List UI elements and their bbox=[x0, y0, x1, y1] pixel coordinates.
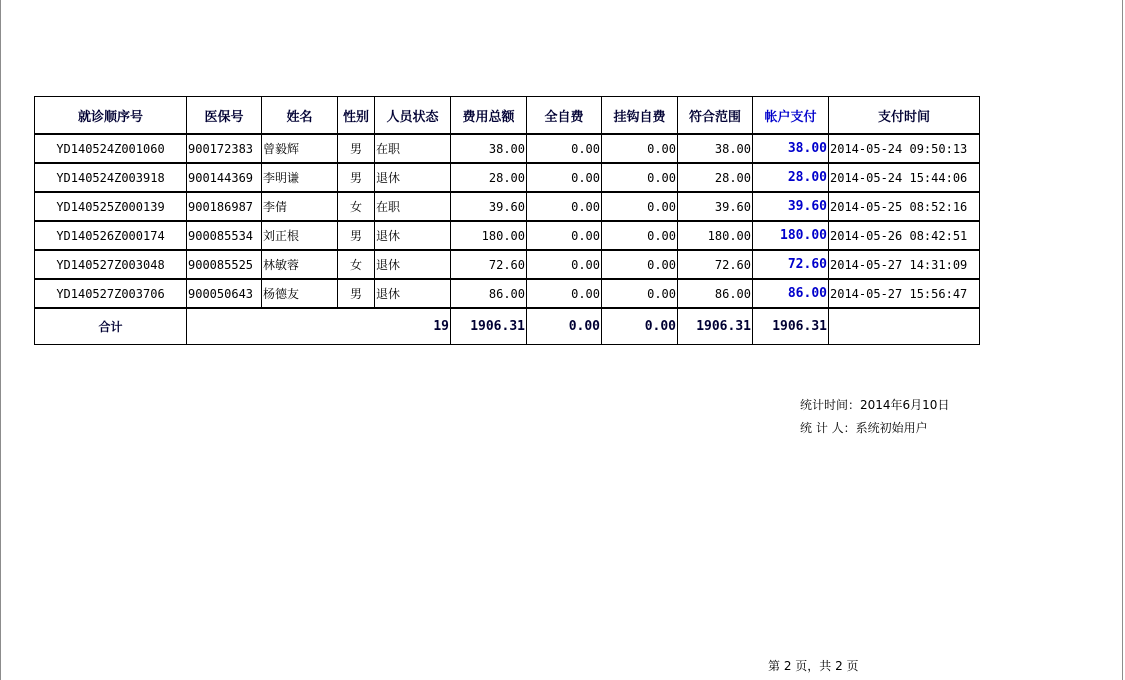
page-number: 第 2 页，共 2 页 bbox=[768, 659, 859, 673]
cell-total-fee: 28.00 bbox=[451, 163, 527, 192]
cell-pay-time: 2014-05-27 14:31:09 bbox=[829, 250, 980, 279]
cell-self-pay: 0.00 bbox=[527, 192, 602, 221]
cell-seq: YD140527Z003048 bbox=[35, 250, 187, 279]
cell-pay-time: 2014-05-24 09:50:13 bbox=[829, 134, 980, 163]
cell-in-scope: 180.00 bbox=[678, 221, 753, 250]
cell-name: 刘正根 bbox=[262, 221, 338, 250]
cell-gender: 男 bbox=[338, 221, 375, 250]
cell-in-scope: 28.00 bbox=[678, 163, 753, 192]
cell-status: 在职 bbox=[375, 134, 451, 163]
cell-name: 林敏蓉 bbox=[262, 250, 338, 279]
cell-linked-self: 0.00 bbox=[602, 250, 678, 279]
cell-seq: YD140525Z000139 bbox=[35, 192, 187, 221]
table-row bbox=[35, 221, 980, 250]
header-status: 人员状态 bbox=[375, 97, 451, 135]
header-in-scope: 符合范围 bbox=[678, 97, 753, 135]
payment-table bbox=[34, 96, 980, 345]
cell-name: 杨德友 bbox=[262, 279, 338, 308]
table-row bbox=[35, 192, 980, 221]
totals-account-pay: 1906.31 bbox=[753, 308, 829, 345]
cell-status: 退休 bbox=[375, 250, 451, 279]
totals-label: 合计 bbox=[35, 308, 187, 345]
table-row bbox=[35, 279, 980, 308]
totals-count: 19 bbox=[187, 308, 451, 345]
cell-account-pay: 39.60 bbox=[753, 192, 829, 221]
header-name: 姓名 bbox=[262, 97, 338, 135]
cell-insurance-no: 900085525 bbox=[187, 250, 262, 279]
stat-time: 统计时间：2014年6月10日 bbox=[800, 398, 950, 412]
cell-insurance-no: 900085534 bbox=[187, 221, 262, 250]
cell-total-fee: 39.60 bbox=[451, 192, 527, 221]
totals-linked-self: 0.00 bbox=[602, 308, 678, 345]
cell-seq: YD140526Z000174 bbox=[35, 221, 187, 250]
cell-gender: 男 bbox=[338, 163, 375, 192]
cell-insurance-no: 900144369 bbox=[187, 163, 262, 192]
cell-insurance-no: 900050643 bbox=[187, 279, 262, 308]
cell-seq: YD140524Z003918 bbox=[35, 163, 187, 192]
cell-in-scope: 39.60 bbox=[678, 192, 753, 221]
table-row bbox=[35, 134, 980, 163]
totals-total-fee: 1906.31 bbox=[451, 308, 527, 345]
cell-total-fee: 38.00 bbox=[451, 134, 527, 163]
cell-linked-self: 0.00 bbox=[602, 221, 678, 250]
header-insurance-no: 医保号 bbox=[187, 97, 262, 135]
cell-pay-time: 2014-05-25 08:52:16 bbox=[829, 192, 980, 221]
cell-seq: YD140527Z003706 bbox=[35, 279, 187, 308]
totals-in-scope: 1906.31 bbox=[678, 308, 753, 345]
cell-pay-time: 2014-05-27 15:56:47 bbox=[829, 279, 980, 308]
cell-status: 退休 bbox=[375, 279, 451, 308]
table-row bbox=[35, 250, 980, 279]
cell-linked-self: 0.00 bbox=[602, 279, 678, 308]
cell-account-pay: 38.00 bbox=[753, 134, 829, 163]
cell-pay-time: 2014-05-26 08:42:51 bbox=[829, 221, 980, 250]
cell-account-pay: 86.00 bbox=[753, 279, 829, 308]
table-row bbox=[35, 163, 980, 192]
header-self-pay: 全自费 bbox=[527, 97, 602, 135]
totals-self-pay: 0.00 bbox=[527, 308, 602, 345]
cell-linked-self: 0.00 bbox=[602, 134, 678, 163]
cell-self-pay: 0.00 bbox=[527, 279, 602, 308]
cell-gender: 男 bbox=[338, 279, 375, 308]
cell-self-pay: 0.00 bbox=[527, 221, 602, 250]
header-linked-self: 挂钩自费 bbox=[602, 97, 678, 135]
header-gender: 性别 bbox=[338, 97, 375, 135]
cell-self-pay: 0.00 bbox=[527, 134, 602, 163]
cell-account-pay: 72.60 bbox=[753, 250, 829, 279]
cell-name: 李明谦 bbox=[262, 163, 338, 192]
cell-total-fee: 86.00 bbox=[451, 279, 527, 308]
cell-linked-self: 0.00 bbox=[602, 192, 678, 221]
header-seq: 就诊顺序号 bbox=[35, 97, 187, 135]
header-pay-time: 支付时间 bbox=[829, 97, 980, 135]
totals-row bbox=[35, 308, 980, 345]
cell-name: 曾毅辉 bbox=[262, 134, 338, 163]
cell-linked-self: 0.00 bbox=[602, 163, 678, 192]
stat-person: 统 计 人：系统初始用户 bbox=[800, 421, 928, 435]
table-header-row bbox=[35, 97, 980, 135]
header-total-fee: 费用总额 bbox=[451, 97, 527, 135]
cell-self-pay: 0.00 bbox=[527, 163, 602, 192]
cell-account-pay: 28.00 bbox=[753, 163, 829, 192]
cell-status: 退休 bbox=[375, 163, 451, 192]
cell-status: 在职 bbox=[375, 192, 451, 221]
cell-in-scope: 86.00 bbox=[678, 279, 753, 308]
cell-gender: 女 bbox=[338, 192, 375, 221]
cell-seq: YD140524Z001060 bbox=[35, 134, 187, 163]
cell-insurance-no: 900186987 bbox=[187, 192, 262, 221]
cell-status: 退休 bbox=[375, 221, 451, 250]
cell-name: 李倩 bbox=[262, 192, 338, 221]
cell-account-pay: 180.00 bbox=[753, 221, 829, 250]
cell-in-scope: 38.00 bbox=[678, 134, 753, 163]
totals-empty-cell bbox=[829, 308, 980, 345]
cell-total-fee: 180.00 bbox=[451, 221, 527, 250]
cell-gender: 男 bbox=[338, 134, 375, 163]
cell-in-scope: 72.60 bbox=[678, 250, 753, 279]
cell-self-pay: 0.00 bbox=[527, 250, 602, 279]
header-account-pay: 帐户支付 bbox=[753, 97, 829, 135]
cell-insurance-no: 900172383 bbox=[187, 134, 262, 163]
cell-pay-time: 2014-05-24 15:44:06 bbox=[829, 163, 980, 192]
cell-total-fee: 72.60 bbox=[451, 250, 527, 279]
cell-gender: 女 bbox=[338, 250, 375, 279]
